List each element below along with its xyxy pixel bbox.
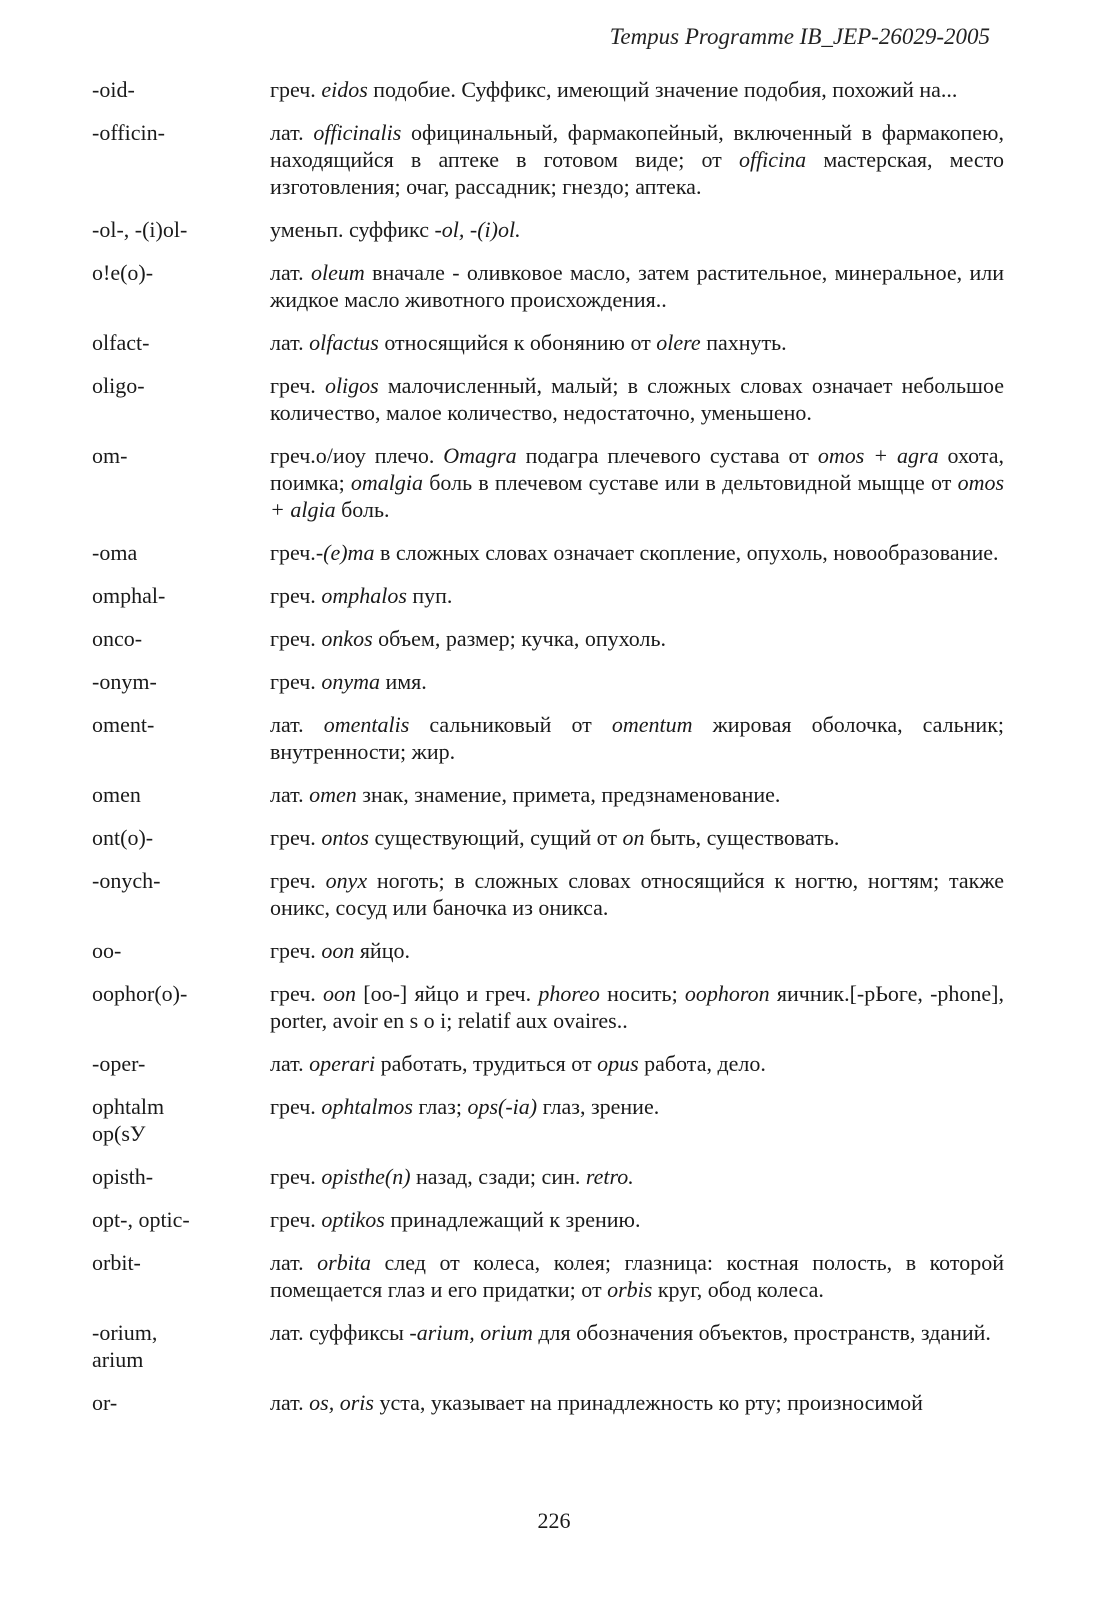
entry-row — [92, 625, 1004, 652]
definition-italic-segment: officina — [738, 147, 807, 172]
entry-row — [92, 119, 1004, 200]
entry-row — [92, 1249, 1004, 1303]
entry-row — [92, 1093, 1004, 1147]
definition-italic-segment: -arium, orium — [409, 1320, 533, 1345]
definition-segment: вначале - оливковое масло, затем растительное, минеральное, или жидкое масло животного происхождения.. — [270, 260, 1004, 312]
definition-segment: греч.о/иоу плечо. — [270, 443, 444, 468]
entry-row — [92, 582, 1004, 609]
entry-definition — [270, 259, 1004, 313]
definition-italic-segment: onyma — [321, 669, 380, 694]
entry-term: oophor(o)- — [92, 981, 188, 1006]
definition-italic-segment: ontos — [321, 825, 369, 850]
entry-row — [92, 668, 1004, 695]
entry-row — [92, 824, 1004, 851]
definition-segment: носить; — [599, 981, 685, 1006]
definition-italic-segment: omphalos — [321, 583, 407, 608]
entry-term: om- — [92, 443, 128, 468]
entry-row — [92, 1206, 1004, 1233]
entry-definition — [270, 937, 1004, 964]
definition-segment: боль в плечевом суставе или в дельтовидной мыщце от — [423, 470, 958, 495]
entry-term: -ol-, -(i)ol- — [92, 217, 188, 242]
definition-segment: уменьп. суффикс — [270, 217, 435, 242]
entry-term: -orium, arium — [92, 1320, 158, 1372]
definition-segment: лат. — [270, 1250, 318, 1275]
entry-definition — [270, 980, 1004, 1034]
definition-segment: след от колеса, колея; глазница: костная полость, в которой помещается глаз и его придатки; от — [270, 1250, 1004, 1302]
definition-segment: греч. — [270, 981, 324, 1006]
entry-term: omen — [92, 782, 141, 807]
entry-definition — [270, 582, 1004, 609]
definition-segment: лат. — [270, 1051, 310, 1076]
entry-row — [92, 867, 1004, 921]
entry-term: oment- — [92, 712, 155, 737]
entry-term: ont(o)- — [92, 825, 154, 850]
definition-segment: в сложных словах означает скопление, опухоль, новообразование. — [374, 540, 999, 565]
definition-italic-segment: opus — [597, 1051, 639, 1076]
definition-italic-segment: oon — [323, 981, 357, 1006]
definition-segment: малочисленный, малый; в сложных словах означает небольшое количество, малое количество, недостаточно, уменьшено. — [270, 373, 1004, 425]
entry-row — [92, 76, 1004, 103]
entry-definition — [270, 76, 1004, 103]
entry-row — [92, 781, 1004, 808]
page-header: Tempus Programme IB_JEP-26029-2005 — [609, 24, 990, 49]
definition-segment: объем, размер; кучка, опухоль. — [372, 626, 667, 651]
entry-definition — [270, 824, 1004, 851]
entry-row — [92, 1050, 1004, 1077]
entry-row — [92, 1319, 1004, 1373]
entry-definition — [270, 711, 1004, 765]
entry-definition — [270, 1319, 1004, 1373]
definition-italic-segment: phoreo — [538, 981, 600, 1006]
definition-segment: лат. — [270, 712, 324, 737]
definition-italic-segment: onyx — [325, 868, 368, 893]
definition-segment: жировая оболочка, сальник; внутренности; жир. — [270, 712, 1004, 764]
definition-italic-segment: -ol, -(i)ol. — [434, 217, 521, 242]
definition-segment: греч. — [270, 626, 322, 651]
entry-term: onco- — [92, 626, 143, 651]
entry-row — [92, 329, 1004, 356]
dictionary-entries — [92, 76, 1004, 1432]
definition-segment: яйцо. — [354, 938, 410, 963]
definition-segment: греч. — [270, 669, 322, 694]
entry-row — [92, 937, 1004, 964]
definition-segment: греч. — [270, 868, 326, 893]
definition-segment: греч. — [270, 1207, 322, 1232]
definition-italic-segment: omen — [309, 782, 357, 807]
entry-definition — [270, 668, 1004, 695]
definition-segment: лат. — [270, 120, 314, 145]
entry-term: oligo- — [92, 373, 145, 398]
definition-segment: уста, указывает на принадлежность ко рту; произносимой — [373, 1390, 923, 1415]
entry-row — [92, 216, 1004, 243]
definition-italic-segment: orbis — [607, 1277, 653, 1302]
entry-term: o!e(o)- — [92, 260, 154, 285]
entry-definition — [270, 1163, 1004, 1190]
definition-italic-segment: oon — [321, 938, 355, 963]
definition-segment: греч. — [270, 1164, 322, 1189]
definition-segment: имя. — [379, 669, 427, 694]
entry-term: olfact- — [92, 330, 150, 355]
entry-row — [92, 372, 1004, 426]
entry-definition — [270, 625, 1004, 652]
entry-definition — [270, 1050, 1004, 1077]
definition-italic-segment: officinalis — [313, 120, 402, 145]
entry-definition — [270, 372, 1004, 426]
definition-italic-segment: eidos — [321, 77, 368, 102]
entry-definition — [270, 1249, 1004, 1303]
definition-segment: пуп. — [406, 583, 453, 608]
entry-term: -oma — [92, 540, 138, 565]
definition-segment: работать, трудиться от — [375, 1051, 598, 1076]
entry-term: or- — [92, 1390, 118, 1415]
entry-row — [92, 259, 1004, 313]
definition-italic-segment: ophtalmos — [321, 1094, 413, 1119]
entry-row — [92, 442, 1004, 523]
definition-italic-segment: olfactus — [309, 330, 379, 355]
definition-italic-segment: retro. — [585, 1164, 634, 1189]
definition-segment: подагра плечевого сустава от — [516, 443, 818, 468]
definition-italic-segment: opisthe(n) — [321, 1164, 411, 1189]
definition-italic-segment: Omagra — [443, 443, 517, 468]
definition-segment: подобие. Суффикс, имеющий значение подобия, похожий на... — [367, 77, 958, 102]
entry-definition — [270, 329, 1004, 356]
entry-term: oo- — [92, 938, 122, 963]
definition-italic-segment: omos + agra — [817, 443, 939, 468]
definition-segment: лат. — [270, 330, 310, 355]
definition-italic-segment: orbita — [317, 1250, 371, 1275]
definition-segment: ноготь; в сложных словах относящийся к ногтю, ногтям; также оникс, сосуд или баночка из оникса. — [270, 868, 1004, 920]
definition-segment: греч. — [270, 583, 322, 608]
definition-segment: быть, существовать. — [644, 825, 840, 850]
definition-italic-segment: on — [622, 825, 645, 850]
definition-segment: официнальный, фармакопейный, включенный в фармакопею, находящийся в аптеке в готовом виде; от — [270, 120, 1004, 172]
entry-row — [92, 539, 1004, 566]
definition-segment: охота, поимка; — [270, 443, 1004, 495]
definition-segment: знак, знамение, примета, предзнаменование. — [356, 782, 781, 807]
entry-definition — [270, 539, 1004, 566]
definition-segment: мастерская, место изготовления; очаг, рассадник; гнездо; аптека. — [270, 147, 1004, 199]
definition-segment: пахнуть. — [700, 330, 787, 355]
definition-italic-segment: oophoron — [684, 981, 770, 1006]
entry-term: omphal- — [92, 583, 166, 608]
definition-segment: яичник.[-рЬоге, -phone], porter, avoir en s o i; relatif aux ovaires.. — [270, 981, 1004, 1033]
entry-row — [92, 1163, 1004, 1190]
definition-segment: греч. — [270, 540, 316, 565]
entry-term: -onym- — [92, 669, 157, 694]
entry-definition — [270, 442, 1004, 523]
definition-italic-segment: ops(-ia) — [467, 1094, 538, 1119]
definition-segment: греч. — [270, 825, 322, 850]
definition-segment: глаз; — [413, 1094, 468, 1119]
definition-italic-segment: onkos — [321, 626, 373, 651]
entry-definition — [270, 119, 1004, 200]
definition-segment: лат. — [270, 260, 311, 285]
entry-term: ophtalm op(sУ — [92, 1094, 165, 1146]
entry-term: opt-, optic- — [92, 1207, 190, 1232]
definition-segment: назад, сзади; син. — [410, 1164, 586, 1189]
definition-italic-segment: omalgia — [350, 470, 424, 495]
entry-term: -oper- — [92, 1051, 146, 1076]
entry-row — [92, 1389, 1004, 1416]
definition-italic-segment: optikos — [321, 1207, 385, 1232]
definition-segment: для обозначения объектов, пространств, зданий. — [532, 1320, 991, 1345]
definition-italic-segment: oleum — [310, 260, 365, 285]
entry-term: orbit- — [92, 1250, 141, 1275]
entry-definition — [270, 781, 1004, 808]
definition-segment: [oo-] яйцо и греч. — [356, 981, 539, 1006]
definition-segment: лат. — [270, 1390, 310, 1415]
definition-segment: греч. — [270, 77, 322, 102]
definition-segment: относящийся к обонянию от — [378, 330, 657, 355]
definition-segment: лат. — [270, 782, 310, 807]
definition-italic-segment: olere — [656, 330, 701, 355]
definition-segment: круг, обод колеса. — [652, 1277, 824, 1302]
entry-definition — [270, 1389, 1004, 1416]
definition-segment: боль. — [335, 497, 390, 522]
definition-italic-segment: -(e)ma — [315, 540, 375, 565]
page-number: 226 — [537, 1508, 571, 1533]
definition-italic-segment: operari — [309, 1051, 376, 1076]
definition-italic-segment: omentalis — [323, 712, 410, 737]
entry-term: -officin- — [92, 120, 165, 145]
entry-term: opisth- — [92, 1164, 154, 1189]
entry-definition — [270, 867, 1004, 921]
definition-italic-segment: oligos — [324, 373, 379, 398]
entry-definition — [270, 216, 1004, 243]
entry-term: -onych- — [92, 868, 161, 893]
entry-row — [92, 980, 1004, 1034]
entry-row — [92, 711, 1004, 765]
definition-segment: греч. — [270, 1094, 322, 1119]
definition-segment: греч. — [270, 938, 322, 963]
definition-italic-segment: omos + algia — [270, 470, 1005, 522]
definition-segment: глаз, зрение. — [537, 1094, 660, 1119]
entry-definition — [270, 1093, 1004, 1147]
definition-segment: греч. — [270, 373, 325, 398]
definition-segment: сальниковый от — [409, 712, 612, 737]
definition-segment: лат. суффиксы — [270, 1320, 410, 1345]
definition-segment: работа, дело. — [638, 1051, 766, 1076]
definition-italic-segment: os, oris — [309, 1390, 374, 1415]
definition-segment: принадлежащий к зрению. — [384, 1207, 641, 1232]
definition-segment: существующий, сущий от — [369, 825, 623, 850]
entry-definition — [270, 1206, 1004, 1233]
definition-italic-segment: omentum — [611, 712, 693, 737]
entry-term: -oid- — [92, 77, 135, 102]
